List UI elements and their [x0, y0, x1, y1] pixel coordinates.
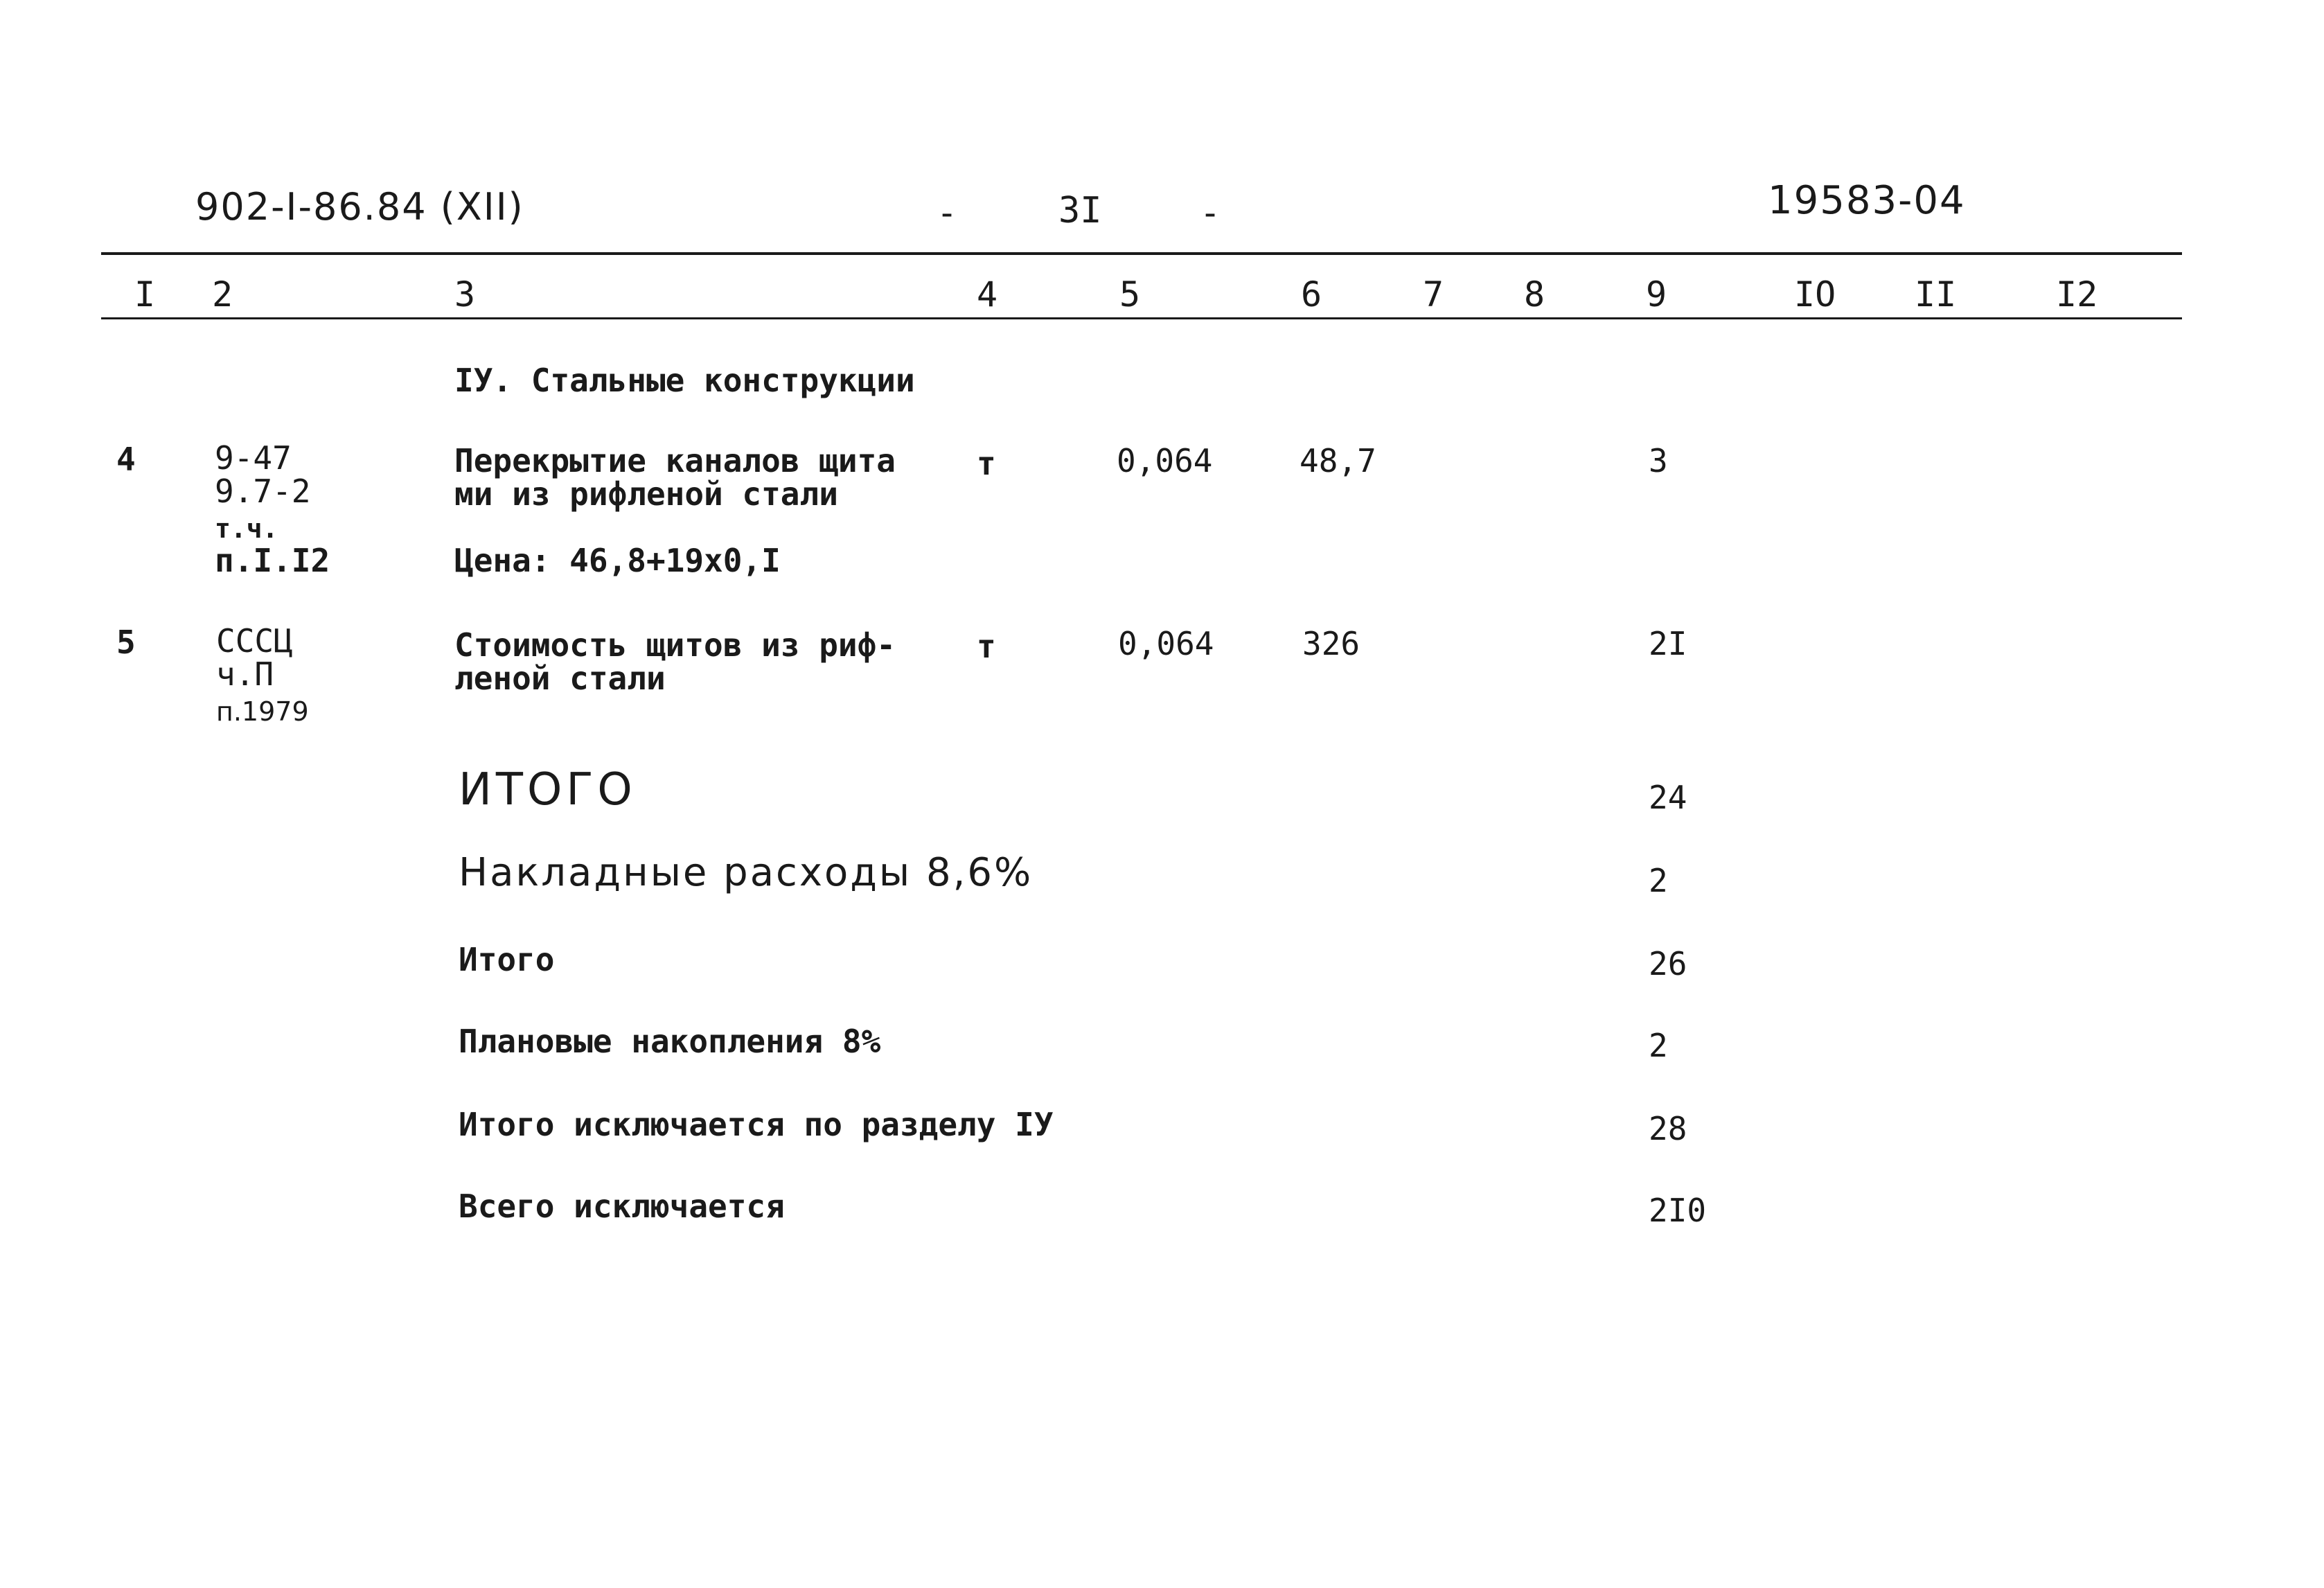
row-5-quantity: 0,064 [1118, 625, 1214, 662]
row-5-total: 2I [1649, 625, 1687, 662]
col-header-7: 7 [1423, 274, 1444, 315]
document-code: 902-I-86.84 (XII) [195, 185, 524, 229]
col-header-6: 6 [1301, 274, 1322, 315]
header-dash-right: - [1200, 193, 1221, 233]
row-5-description-line-2: леной стали [454, 660, 666, 697]
row-4-code-line-2: 9.7-2 [215, 473, 311, 510]
col-header-11: II [1915, 274, 1957, 315]
row-4-unit: т [977, 445, 996, 482]
row-4-code-line-3: т.ч. [215, 513, 278, 544]
reference-number: 19583-04 [1768, 178, 1966, 223]
summary-grand-excluded-value: 2I0 [1649, 1192, 1707, 1229]
header-rule-bottom [101, 317, 2182, 319]
row-4-code-line-1: 9-47 [215, 439, 292, 477]
col-header-10: IO [1794, 274, 1836, 315]
header-dash-left: - [937, 193, 958, 233]
row-4-price-note: Цена: 46,8+19x0,I [454, 542, 781, 579]
col-header-2: 2 [212, 274, 233, 315]
summary-planned-savings-label: Плановые накопления 8% [459, 1023, 881, 1060]
summary-overhead-value: 2 [1649, 862, 1668, 899]
row-5-unit: т [977, 628, 996, 665]
row-5-code-line-2: ч.П [216, 655, 274, 693]
row-5-unit-price: 326 [1302, 625, 1360, 662]
page-number: 3I [1058, 190, 1102, 231]
summary-planned-savings-value: 2 [1649, 1027, 1668, 1064]
row-4-description-line-1: Перекрытие каналов щита [454, 442, 896, 479]
summary-total-label: Итого [459, 941, 555, 978]
row-4-number: 4 [116, 441, 136, 478]
section-title: IУ. Стальные конструкции [454, 362, 915, 399]
header-rule-top [101, 252, 2182, 255]
row-4-description-line-2: ми из рифленой стали [454, 475, 838, 513]
row-5-code-line-3: п.1979 [216, 696, 309, 727]
col-header-3: 3 [454, 274, 476, 315]
col-header-5: 5 [1119, 274, 1141, 315]
summary-section-excluded-value: 28 [1649, 1110, 1687, 1147]
col-header-1: I [134, 274, 156, 315]
row-5-code-line-1: СССЦ [216, 622, 293, 660]
col-header-9: 9 [1646, 274, 1667, 315]
summary-grand-excluded-label: Всего исключается [459, 1188, 785, 1225]
summary-section-excluded-label: Итого исключается по разделу IУ [459, 1106, 1054, 1143]
row-5-number: 5 [116, 624, 136, 661]
col-header-4: 4 [977, 274, 998, 315]
col-header-8: 8 [1524, 274, 1545, 315]
row-5-description-line-1: Стоимость щитов из риф- [454, 626, 896, 664]
row-4-code-line-4: п.I.I2 [215, 542, 330, 579]
row-4-quantity: 0,064 [1117, 442, 1213, 479]
summary-subtotal-label: ИТОГО [459, 764, 637, 815]
col-header-12: I2 [2056, 274, 2098, 315]
row-4-total: 3 [1649, 442, 1668, 479]
row-4-unit-price: 48,7 [1300, 442, 1376, 479]
summary-overhead-label: Накладные расходы 8,6% [459, 850, 1034, 895]
summary-subtotal-value: 24 [1649, 779, 1687, 816]
summary-total-value: 26 [1649, 945, 1687, 982]
